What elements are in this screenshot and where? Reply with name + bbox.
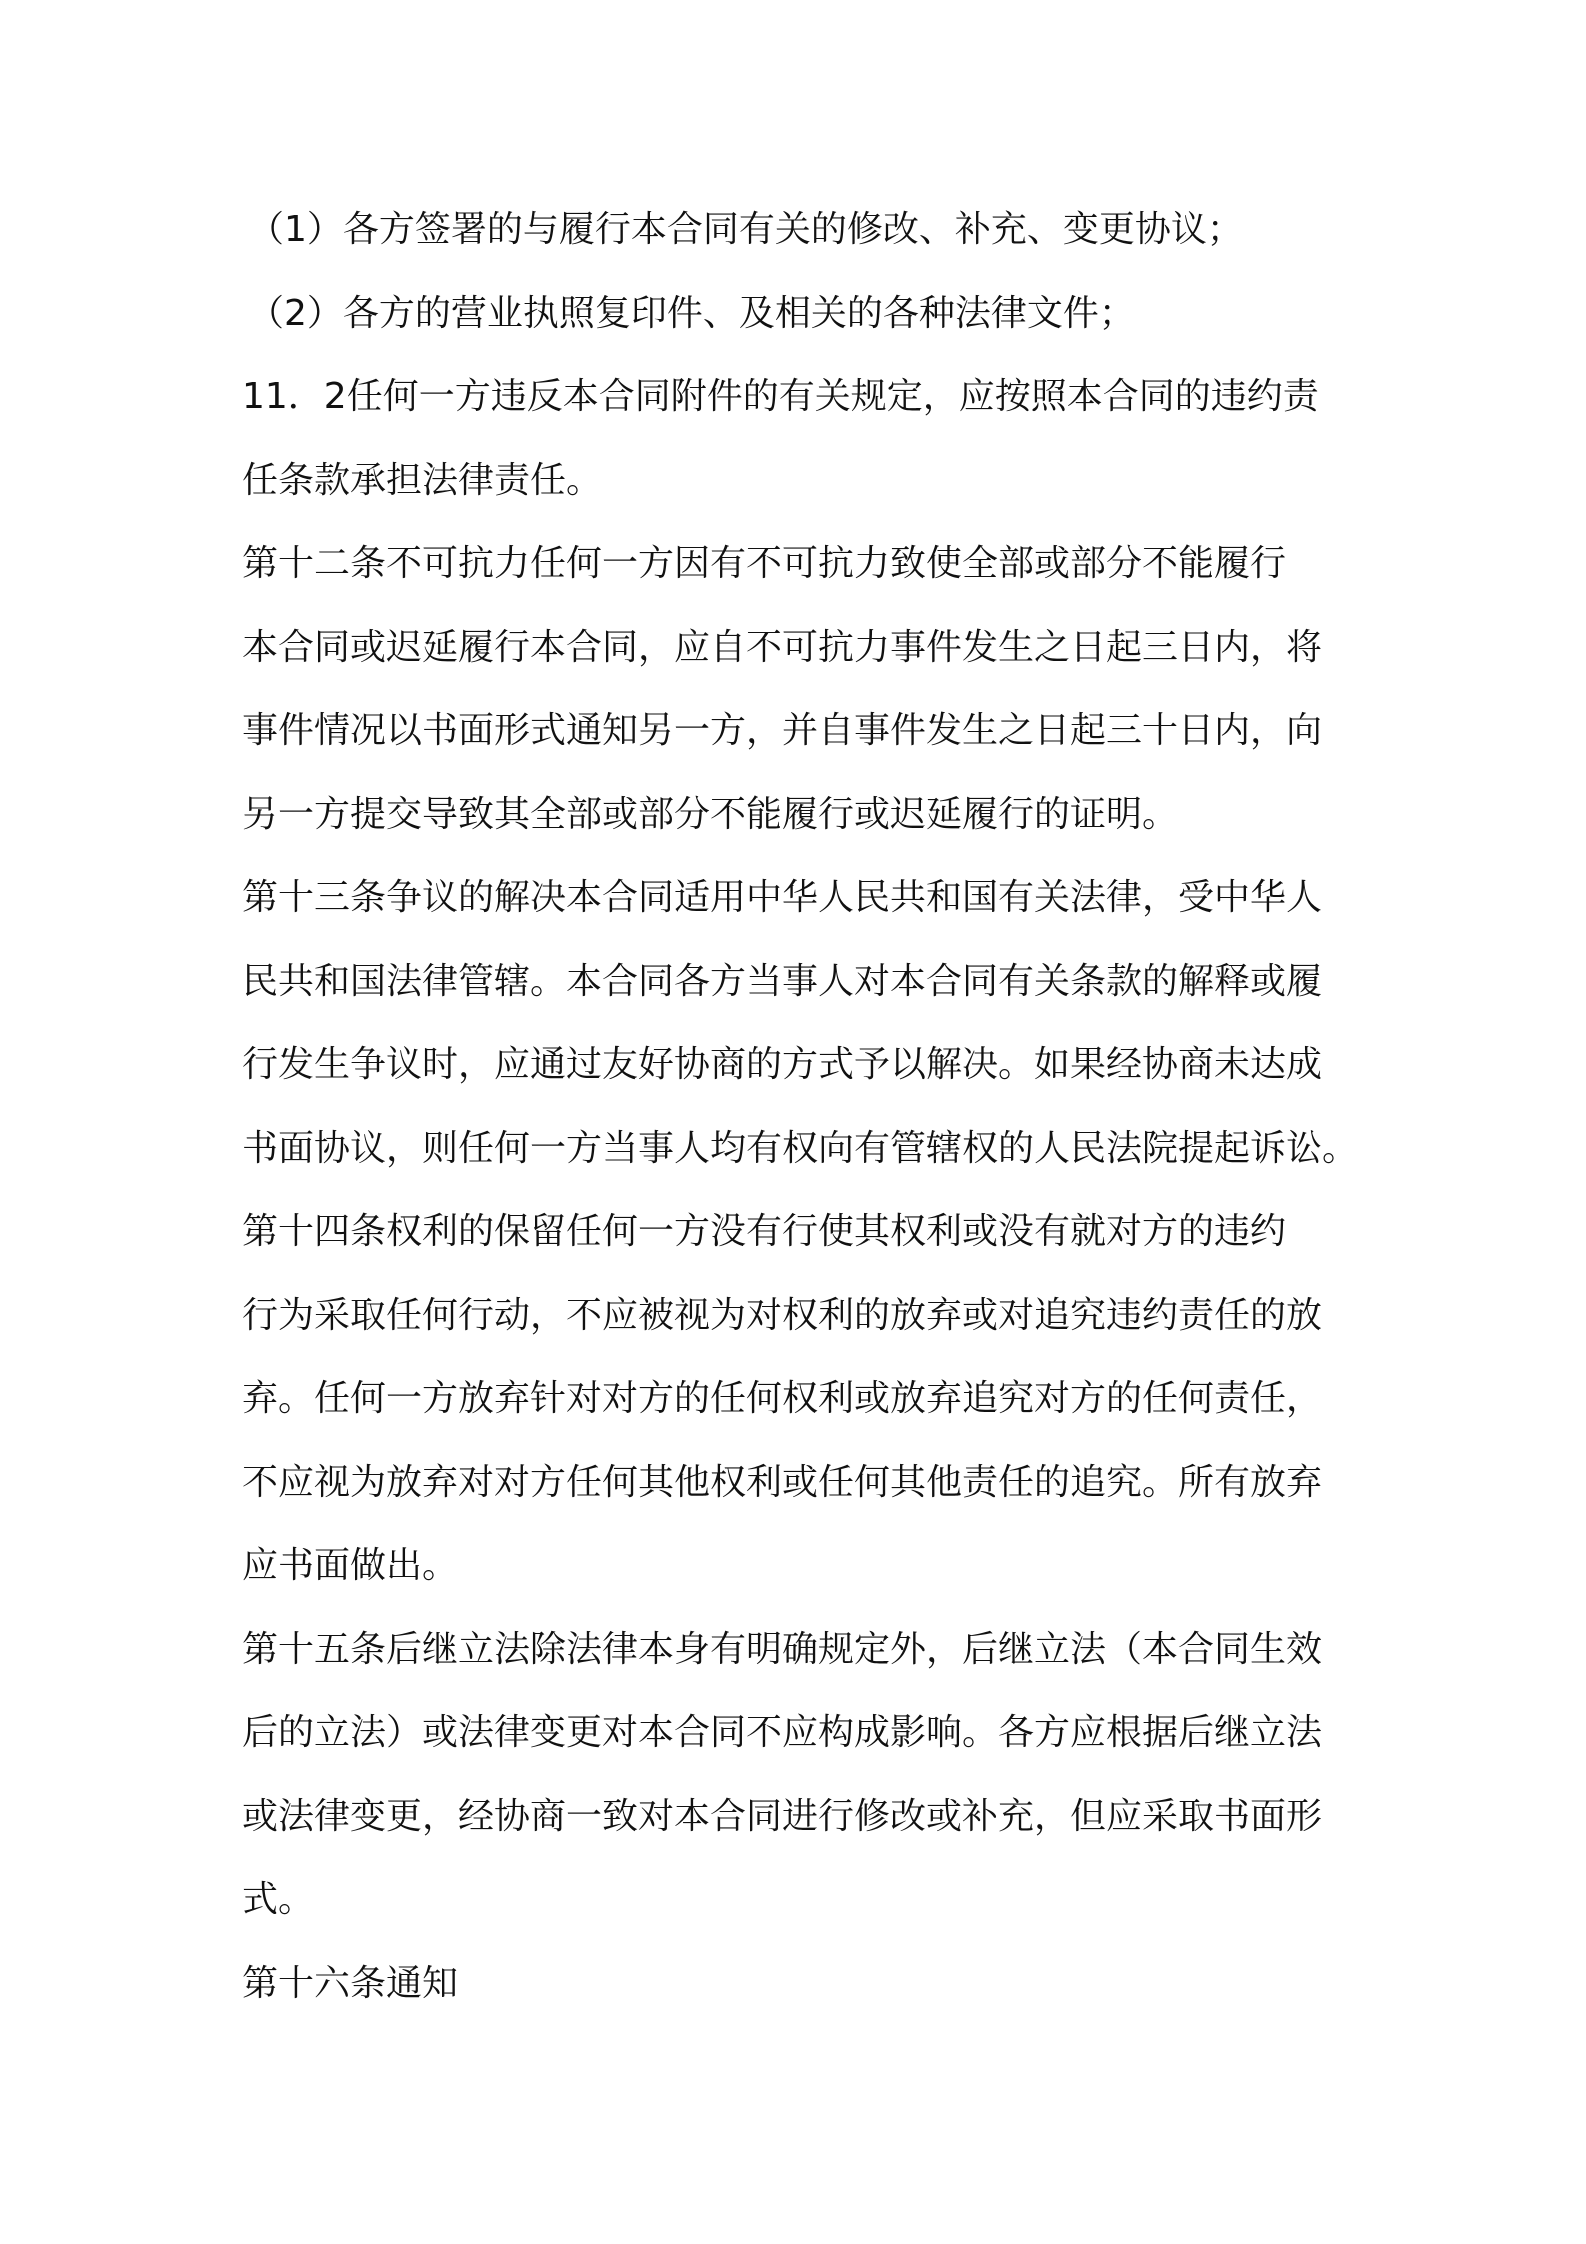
- article-12-line-2: 本合同或迟延履行本合同，应自不可抗力事件发生之日起三日内，将: [242, 626, 1323, 668]
- article-14-line-3: 弃。任何一方放弃针对对方的任何权利或放弃追究对方的任何责任，: [242, 1378, 1323, 1419]
- attachment-item-2: （2）各方的营业执照复印件、及相关的各种法律文件；: [248, 292, 1135, 334]
- article-12-line-1: 第十二条不可抗力任何一方因有不可抗力致使全部或部分不能履行: [242, 543, 1287, 584]
- article-15-line-4: 式。: [242, 1879, 315, 1920]
- article-12-line-3: 事件情况以书面形式通知另一方，并自事件发生之日起三十日内，向: [242, 710, 1323, 751]
- attachment-item-1: （1）各方签署的与履行本合同有关的修改、补充、变更协议；: [248, 209, 1243, 250]
- article-14-line-5: 应书面做出。: [242, 1545, 459, 1586]
- article-13-line-1: 第十三条争议的解决本合同适用中华人民共和国有关法律，受中华人: [242, 877, 1323, 918]
- article-14-line-4: 不应视为放弃对对方任何其他权利或任何其他责任的追究。所有放弃: [242, 1461, 1323, 1503]
- article-14-line-2: 行为采取任何行动，不应被视为对权利的放弃或对追究违约责任的放: [242, 1294, 1323, 1336]
- article-13-line-4: 书面协议，则任何一方当事人均有权向有管辖权的人民法院提起诉讼。: [242, 1127, 1359, 1169]
- clause-11-2-line-1: 11．2任何一方违反本合同附件的有关规定，应按照本合同的违约责: [242, 376, 1319, 417]
- article-15-line-1: 第十五条后继立法除法律本身有明确规定外，后继立法（本合同生效: [242, 1628, 1323, 1670]
- article-14-line-1: 第十四条权利的保留任何一方没有行使其权利或没有就对方的违约: [242, 1211, 1287, 1252]
- article-13-line-2: 民共和国法律管辖。本合同各方当事人对本合同有关条款的解释或履: [242, 960, 1323, 1002]
- article-12-line-4: 另一方提交导致其全部或部分不能履行或迟延履行的证明。: [242, 793, 1179, 835]
- article-15-line-3: 或法律变更，经协商一致对本合同进行修改或补充，但应采取书面形: [242, 1795, 1323, 1837]
- contract-text: [242, 188, 1372, 2025]
- article-16-heading: 第十六条通知: [242, 1962, 459, 2004]
- clause-11-2-line-2: 任条款承担法律责任。: [242, 459, 603, 501]
- article-15-line-2: 后的立法）或法律变更对本合同不应构成影响。各方应根据后继立法: [242, 1712, 1323, 1753]
- article-13-line-3: 行发生争议时，应通过友好协商的方式予以解决。如果经协商未达成: [242, 1044, 1323, 1085]
